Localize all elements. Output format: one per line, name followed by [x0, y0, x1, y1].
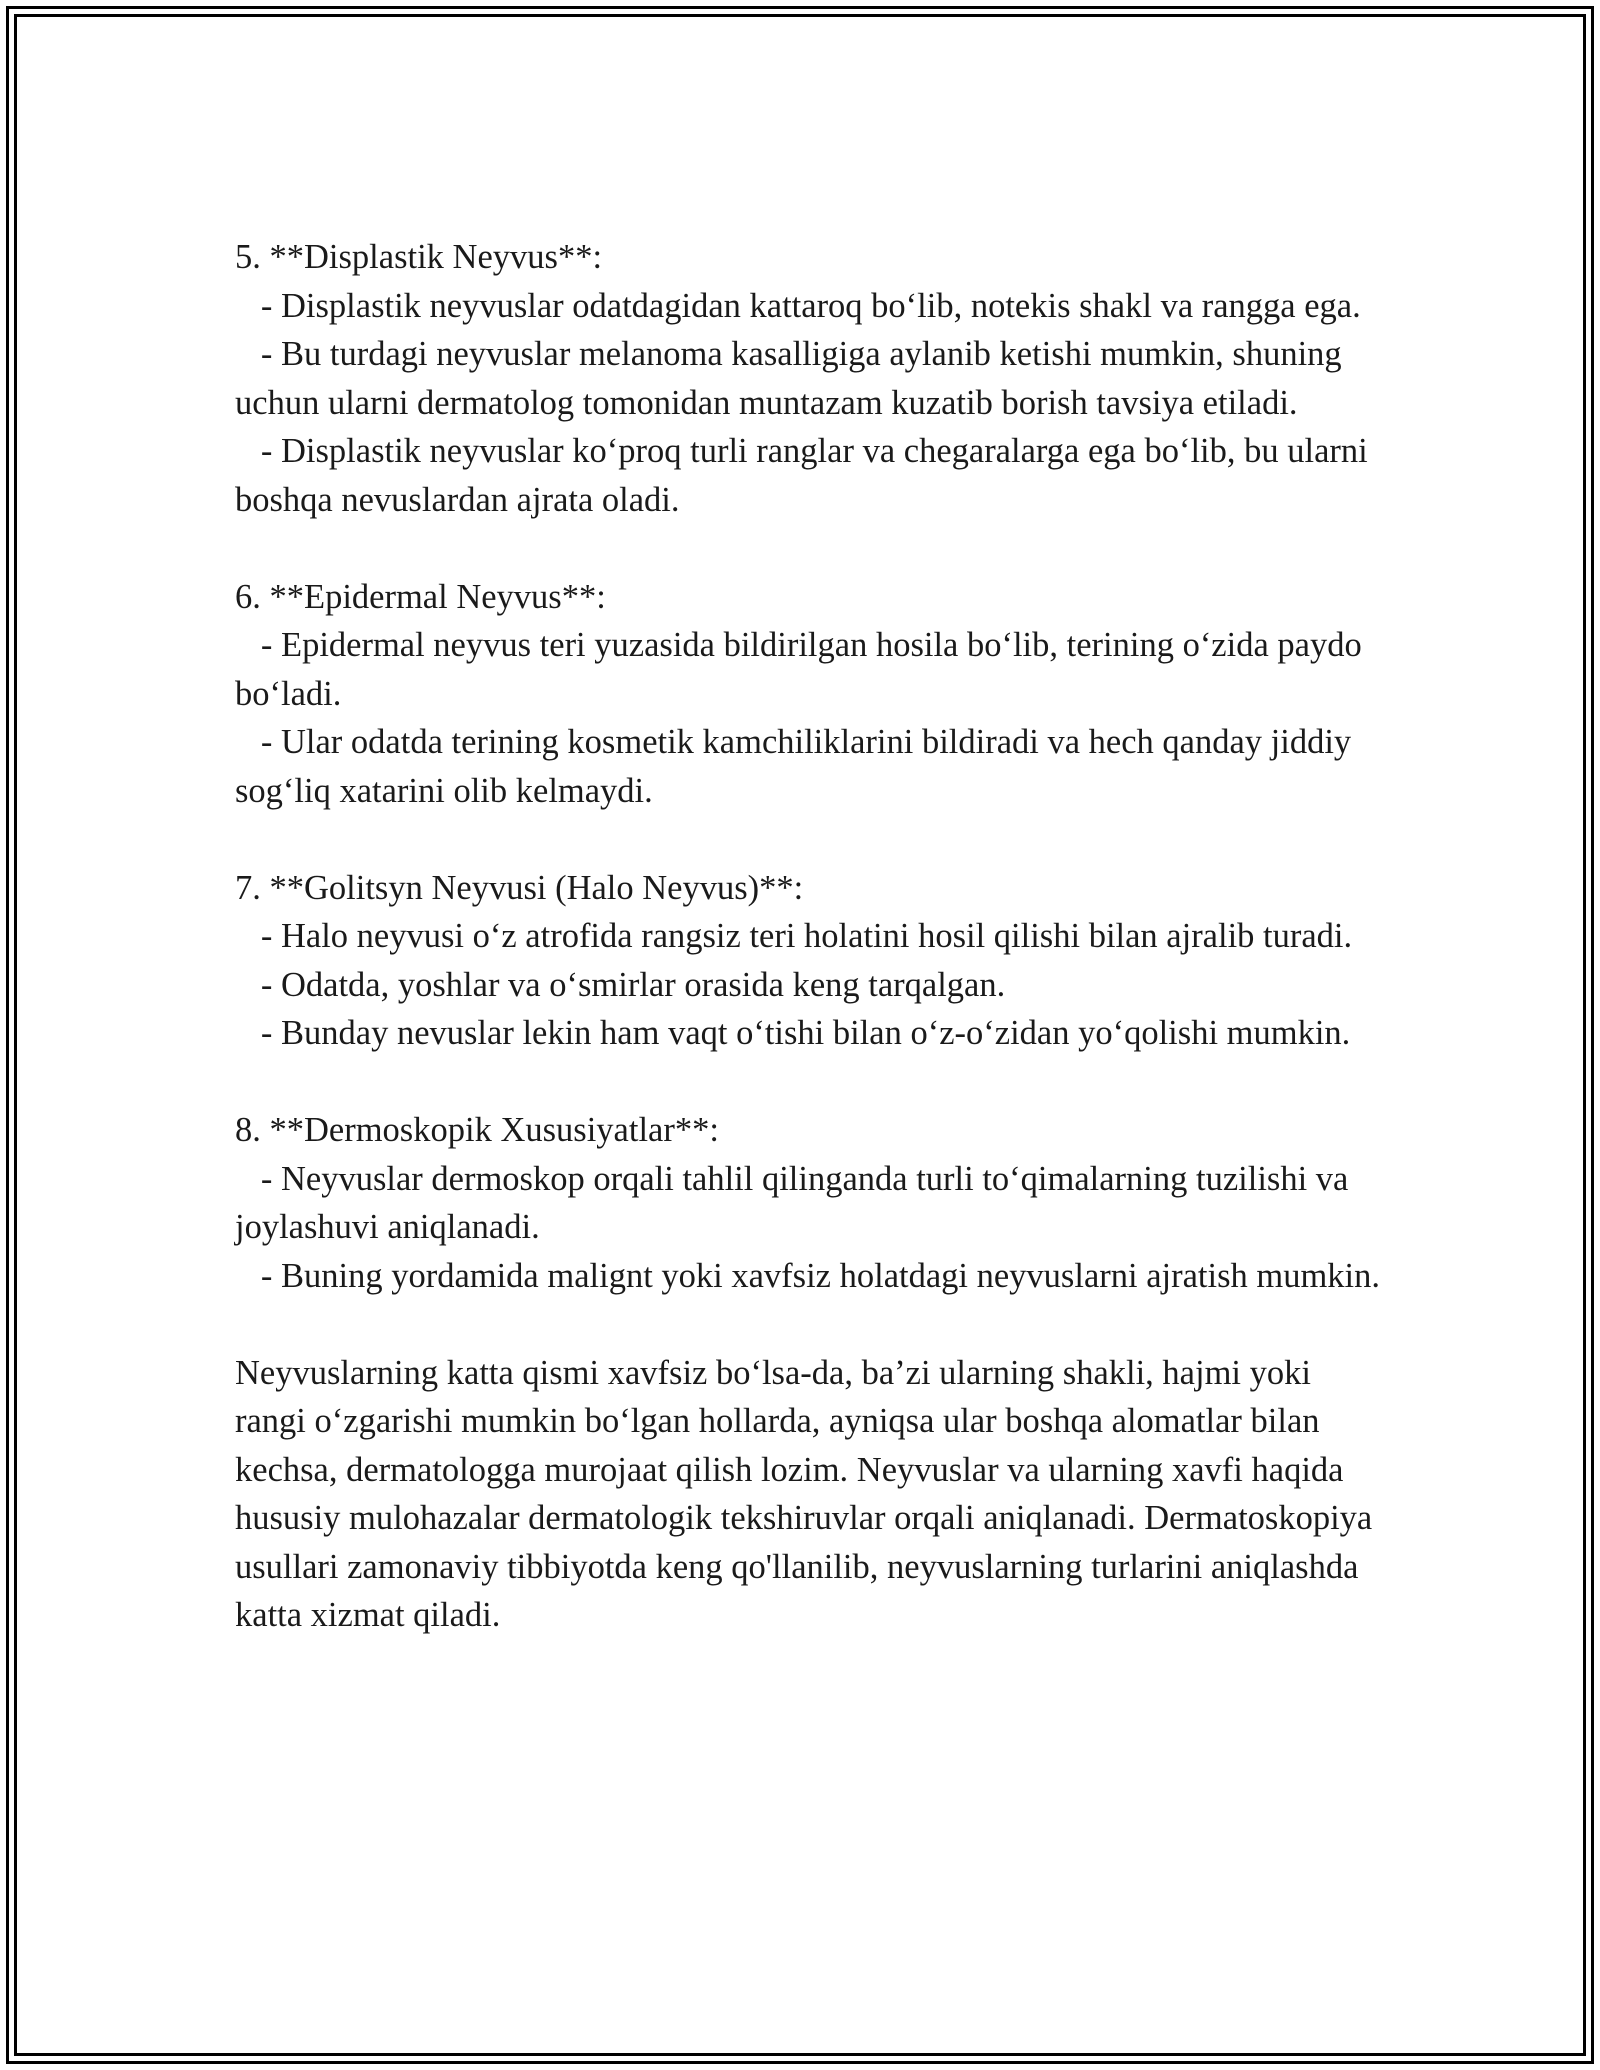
bullet-item — [235, 718, 1385, 815]
section-heading: 5. **Displastik Neyvus**: — [235, 238, 603, 276]
section-heading: 6. **Epidermal Neyvus**: — [235, 577, 606, 616]
bullet-item — [235, 621, 1385, 718]
document-body — [235, 233, 1385, 1640]
bullet-item — [235, 1252, 1385, 1301]
bullet-item — [235, 961, 1385, 1010]
section-displastik-neyvus — [235, 233, 1385, 524]
bullet-text: - Odatda, yoshlar va oʻsmirlar orasida keng tarqalgan. — [260, 965, 1006, 1004]
bullet-text: - Neyvuslar dermoskop orqali tahlil qilinganda turli toʻqimalarning tuzilishi va joylashuvi aniqlanadi. — [235, 1159, 1349, 1246]
bullet-item — [235, 912, 1385, 961]
bullet-text: - Bunday nevuslar lekin ham vaqt oʻtishi bilan oʻz-oʻzidan yoʻqolishi mumkin. — [260, 1014, 1351, 1052]
section-golitsyn-neyvusi — [235, 864, 1385, 1058]
section-dermoskopik-xususiyatlar — [235, 1106, 1385, 1300]
bullet-text: - Displastik neyvuslar koʻproq turli ranglar va chegaralarga ega boʻlib, bu ularni boshqa nevuslardan ajrata oladi. — [235, 432, 1368, 519]
bullet-text: - Ular odatda terining kosmetik kamchiliklarini bildiradi va hech qanday jiddiy sogʻliq xatarini olib kelmaydi. — [235, 723, 1352, 810]
bullet-text: - Epidermal neyvus teri yuzasida bildirilgan hosila boʻlib, terining oʻzida paydo boʻladi. — [235, 626, 1362, 713]
bullet-item — [235, 1009, 1385, 1058]
section-heading: 8. **Dermoskopik Xususiyatlar**: — [235, 1111, 719, 1149]
section-epidermal-neyvus — [235, 573, 1385, 816]
bullet-text: - Bu turdagi neyvuslar melanoma kasalligiga aylanib ketishi mumkin, shuning uchun ularni dermatolog tomonidan muntazam kuzatib borish tavsiya etiladi. — [235, 335, 1342, 422]
bullet-text: - Displastik neyvuslar odatdagidan kattaroq boʻlib, notekis shakl va rangga ega. — [260, 286, 1361, 325]
bullet-item — [235, 427, 1385, 524]
bullet-item — [235, 1155, 1385, 1252]
bullet-text: - Halo neyvusi oʻz atrofida rangsiz teri holatini hosil qilishi bilan ajralib turadi. — [260, 917, 1353, 955]
bullet-item — [235, 282, 1385, 331]
bullet-text: - Buning yordamida malignt yoki xavfsiz holatdagi neyvuslarni ajratish mumkin. — [260, 1256, 1381, 1295]
bullet-item — [235, 330, 1385, 427]
closing-paragraph: Neyvuslarning katta qismi xavfsiz boʻlsa-da, baʼzi ularning shakli, hajmi yoki rangi oʻzgarishi mumkin boʻlgan hollarda, ayniqsa ular boshqa alomatlar bilan kechsa, dermatologga murojaat qilish lozim. Neyvuslar va ularning xavfi haqida hususiy mulohazalar dermatologik tekshiruvlar orqali aniqlanadi. Dermatoskopiya usullari zamonaviy tibbiyotda keng qo'llanilib, neyvuslarning turlarini aniqlashda katta xizmat qiladi. — [235, 1353, 1373, 1634]
section-heading: 7. **Golitsyn Neyvusi (Halo Neyvus)**: — [235, 868, 804, 907]
